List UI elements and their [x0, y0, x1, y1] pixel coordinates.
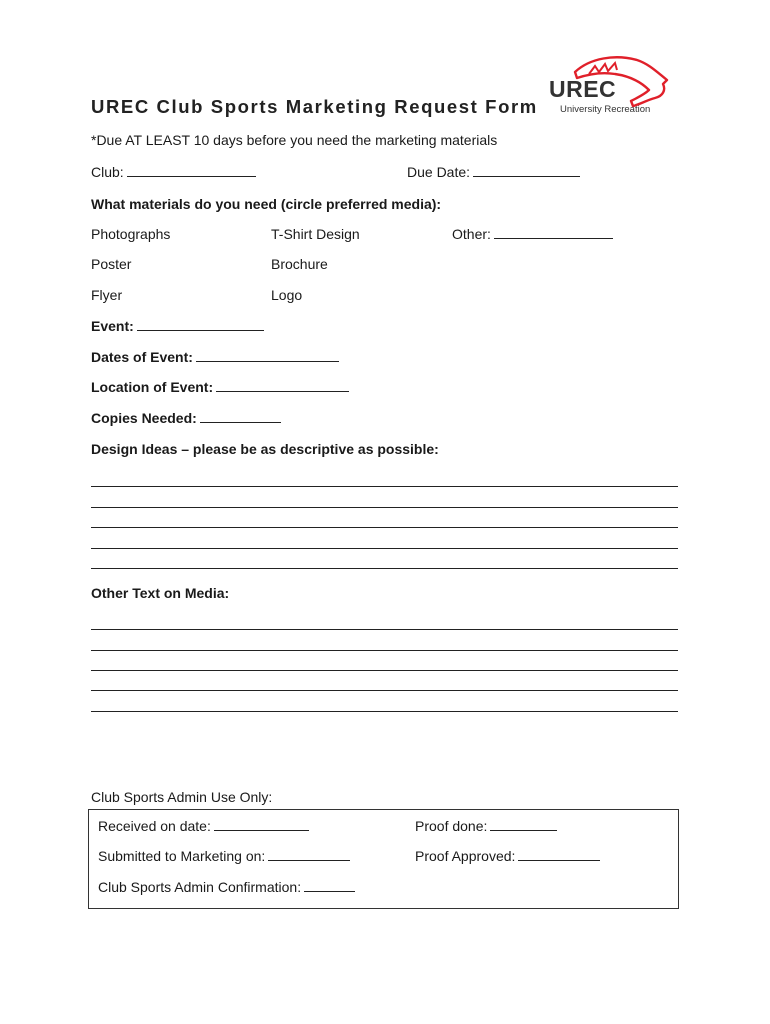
- due-note: *Due AT LEAST 10 days before you need the marketing materials: [91, 132, 498, 148]
- material-option-logo[interactable]: Logo: [271, 287, 303, 303]
- received-label: Received on date:: [98, 818, 211, 834]
- material-other-label: Other:: [452, 226, 491, 242]
- other-text-line[interactable]: [91, 690, 678, 691]
- other-text-line[interactable]: [91, 670, 678, 671]
- location-field[interactable]: [216, 379, 349, 392]
- materials-heading: What materials do you need (circle preferred media):: [91, 196, 442, 212]
- proof-done-field[interactable]: [490, 818, 557, 831]
- material-other-row: [452, 226, 613, 242]
- event-field[interactable]: [137, 318, 264, 331]
- due-date-row: [407, 164, 580, 180]
- design-ideas-line[interactable]: [91, 548, 678, 549]
- other-text-line[interactable]: [91, 711, 678, 712]
- confirmation-label: Club Sports Admin Confirmation:: [98, 879, 302, 895]
- received-field[interactable]: [214, 818, 309, 831]
- proof-approved-row: [415, 848, 600, 864]
- material-other-field[interactable]: [494, 226, 613, 239]
- location-row: [91, 379, 349, 395]
- design-ideas-line[interactable]: [91, 486, 678, 487]
- material-option-brochure[interactable]: Brochure: [271, 256, 328, 272]
- logo-sub-text: University Recreation: [560, 104, 651, 115]
- proof-approved-label: Proof Approved:: [415, 848, 516, 864]
- received-row: [98, 818, 309, 834]
- copies-row: [91, 410, 281, 426]
- other-text-line[interactable]: [91, 629, 678, 630]
- copies-field[interactable]: [200, 410, 281, 423]
- admin-heading: Club Sports Admin Use Only:: [91, 789, 273, 805]
- due-date-label: Due Date:: [407, 164, 471, 180]
- club-row: [91, 164, 256, 180]
- submitted-row: [98, 848, 350, 864]
- copies-label: Copies Needed:: [91, 410, 197, 426]
- material-option-poster[interactable]: Poster: [91, 256, 132, 272]
- due-date-field[interactable]: [473, 164, 580, 177]
- logo-brand-text: UREC: [549, 76, 617, 102]
- other-text-label: Other Text on Media:: [91, 585, 230, 601]
- confirmation-field[interactable]: [304, 879, 355, 892]
- dates-row: [91, 349, 339, 365]
- confirmation-row: [98, 879, 355, 895]
- form-title: UREC Club Sports Marketing Request Form: [91, 96, 538, 117]
- other-text-line[interactable]: [91, 650, 678, 651]
- design-ideas-label: Design Ideas – please be as descriptive as possible:: [91, 441, 439, 457]
- club-label: Club:: [91, 164, 124, 180]
- submitted-label: Submitted to Marketing on:: [98, 848, 266, 864]
- urec-logo: [545, 52, 671, 118]
- design-ideas-line[interactable]: [91, 568, 678, 569]
- submitted-field[interactable]: [268, 848, 350, 861]
- club-field[interactable]: [127, 164, 256, 177]
- proof-done-row: [415, 818, 557, 834]
- proof-done-label: Proof done:: [415, 818, 488, 834]
- material-option-photographs[interactable]: Photographs: [91, 226, 171, 242]
- material-option-flyer[interactable]: Flyer: [91, 287, 123, 303]
- location-label: Location of Event:: [91, 379, 214, 395]
- design-ideas-line[interactable]: [91, 527, 678, 528]
- event-label: Event:: [91, 318, 134, 334]
- design-ideas-line[interactable]: [91, 507, 678, 508]
- proof-approved-field[interactable]: [518, 848, 600, 861]
- event-row: [91, 318, 264, 334]
- dates-label: Dates of Event:: [91, 349, 193, 365]
- material-option-tshirt[interactable]: T-Shirt Design: [271, 226, 360, 242]
- dates-field[interactable]: [196, 349, 339, 362]
